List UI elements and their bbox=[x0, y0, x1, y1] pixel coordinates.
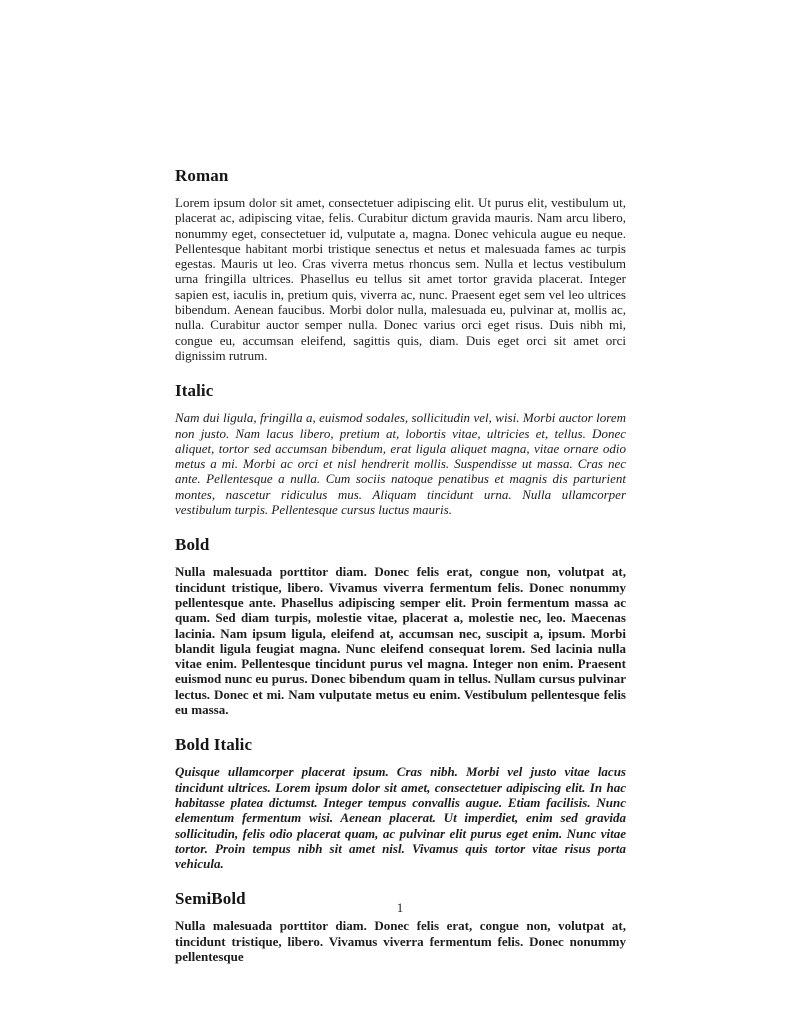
section-heading-bold-italic: Bold Italic bbox=[175, 735, 253, 755]
section-bold-italic bbox=[175, 734, 626, 871]
section-paragraph-italic: Nam dui ligula, fringilla a, euismod sodales, sollicitudin vel, wisi. Morbi auctor lorem non justo. Nam lacus libero, pretium at, lobortis vitae, ultricies et, tellus. Donec aliquet, tortor sed accumsan bibendum, erat ligula aliquet magna, vitae ornare odio metus a mi. Morbi ac orci et nisl hendrerit mollis. Suspendisse ut massa. Cras nec ante. Pellentesque a nulla. Cum sociis natoque penatibus et magnis dis parturient montes, nascetur ridiculus mus. Aliquam tincidunt urna. Nulla ullamcorper vestibulum turpis. Pellentesque cursus luctus mauris. bbox=[175, 410, 626, 518]
section-paragraph-bold-italic: Quisque ullamcorper placerat ipsum. Cras nibh. Morbi vel justo vitae lacus tincidunt ultrices. Lorem ipsum dolor sit amet, consectetuer adipiscing elit. In hac habitasse platea dictumst. Integer tempus convallis augue. Etiam facilisis. Nunc elementum fermentum wisi. Aenean placerat. Ut imperdiet, enim sed gravida sollicitudin, felis odio placerat quam, ac pulvinar elit purus eget enim. Nunc vitae tortor. Proin tempus nibh sit amet nisl. Vivamus quis tortor vitae risus porta vehicula. bbox=[175, 764, 626, 872]
section-paragraph-bold: Nulla malesuada porttitor diam. Donec felis erat, congue non, volutpat at, tincidunt tristique, libero. Vivamus viverra fermentum felis. Donec nonummy pellentesque ante. Phasellus adipiscing semper elit. Proin fermentum massa ac quam. Sed diam turpis, molestie vitae, placerat a, molestie nec, leo. Maecenas lacinia. Nam ipsum ligula, eleifend at, accumsan nec, suscipit a, ipsum. Morbi blandit ligula feugiat magna. Nunc eleifend consequat lorem. Sed lacinia nulla vitae enim. Pellentesque tincidunt purus vel magna. Integer non enim. Praesent euismod nunc eu purus. Donec bibendum quam in tellus. Nullam cursus pulvinar lectus. Donec et mi. Nam vulputate metus eu enim. Vestibulum pellentesque felis eu massa. bbox=[175, 564, 626, 718]
section-italic bbox=[175, 380, 626, 517]
section-bold bbox=[175, 534, 626, 717]
text-block bbox=[175, 0, 626, 964]
page-number: 1 bbox=[396, 900, 404, 915]
section-heading-roman: Roman bbox=[175, 166, 229, 185]
section-heading-semibold: SemiBold bbox=[175, 889, 246, 909]
section-heading-bold: Bold bbox=[175, 535, 210, 555]
section-heading-italic: Italic bbox=[175, 381, 214, 401]
section-paragraph-roman: Lorem ipsum dolor sit amet, consectetuer adipiscing elit. Ut purus elit, vestibulum ut, placerat ac, adipiscing vitae, felis. Curabitur dictum gravida mauris. Nam arcu libero, nonummy eget, consectetuer id, vulputate a, magna. Donec vehicula augue eu neque. Pellentesque habitant morbi tristique senectus et netus et malesuada fames ac turpis egestas. Mauris ut leo. Cras viverra metus rhoncus sem. Nulla et lectus vestibulum urna fringilla ultrices. Phasellus eu tellus sit amet tortor gravida placerat. Integer sapien est, iaculis in, pretium quis, viverra ac, nunc. Praesent eget sem vel leo ultrices bibendum. Aenean faucibus. Morbi dolor nulla, malesuada eu, pulvinar at, mollis ac, nulla. Curabitur auctor semper nulla. Donec varius orci eget risus. Duis nibh mi, congue eu, accumsan eleifend, sagittis quis, diam. Duis eget orci sit amet orci dignissim rutrum. bbox=[175, 195, 626, 363]
section-roman bbox=[175, 165, 626, 363]
section-paragraph-semibold: Nulla malesuada porttitor diam. Donec felis erat, congue non, volutpat at, tincidunt tristique, libero. Vivamus viverra fermentum felis. Donec nonummy pellentesque bbox=[175, 918, 626, 964]
